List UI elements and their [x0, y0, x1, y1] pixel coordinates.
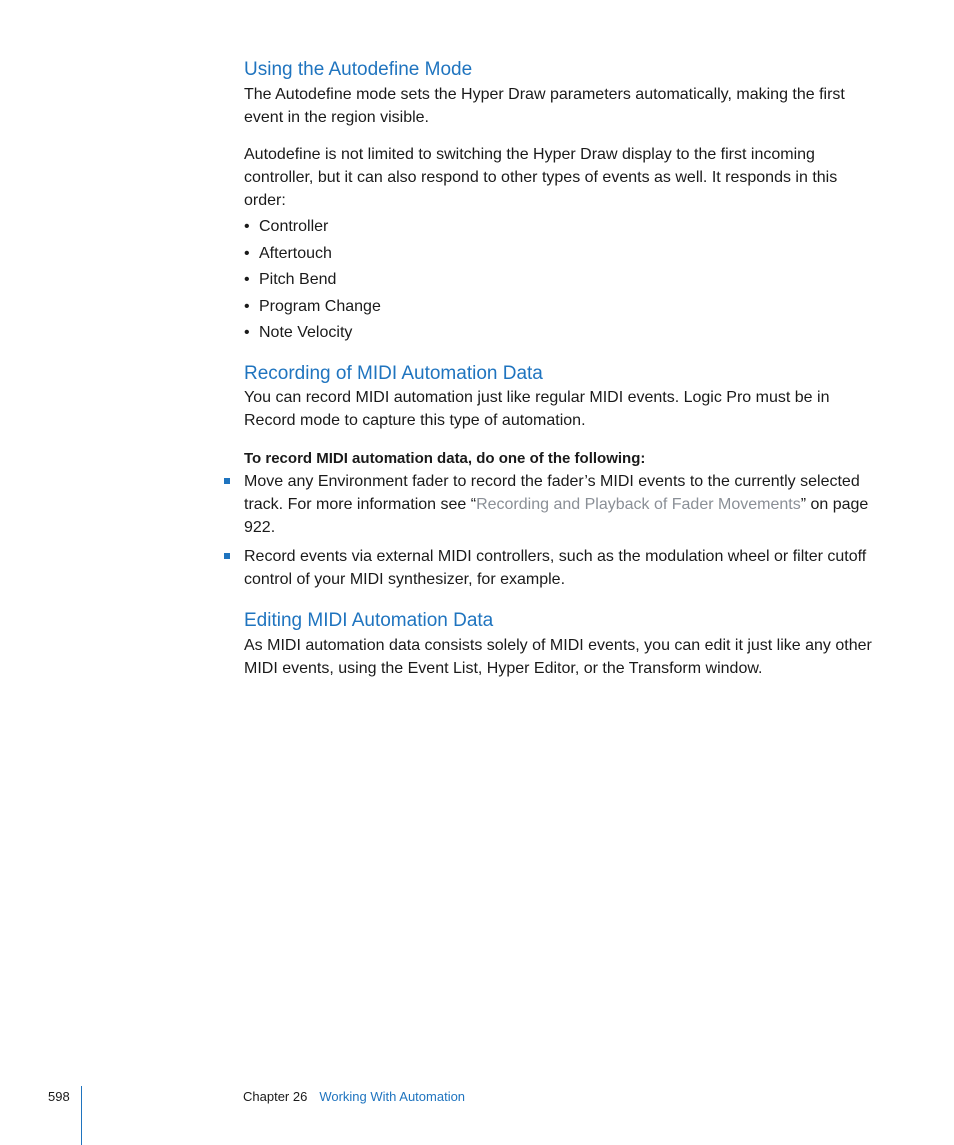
- heading-autodefine: Using the Autodefine Mode: [244, 59, 473, 80]
- chapter-title: Working With Automation: [319, 1089, 466, 1104]
- footer-divider: [81, 1086, 82, 1145]
- task-lead-in: To record MIDI automation data, do one of the following:: [244, 450, 646, 467]
- autodefine-paragraph-2: Autodefine is not limited to switching the Hyper Draw display to the first incoming controller, but it can also respond to other types of events as well. It responds in this order:: [244, 146, 838, 209]
- list-item: • Note Velocity: [244, 321, 352, 344]
- list-item: • Aftertouch: [244, 242, 332, 265]
- page-number: 598: [48, 1089, 70, 1104]
- list-item: • Pitch Bend: [244, 268, 336, 291]
- cross-reference-link[interactable]: Recording and Playback of Fader Movements: [476, 496, 801, 513]
- bullet-glyph: •: [244, 324, 250, 341]
- recording-step-1: Move any Environment fader to record the fader’s MIDI events to the currently selected track. For more information see “Recording and Playback of Fader Movements” on page 922.: [244, 473, 869, 536]
- footer-chapter: [243, 1088, 465, 1106]
- bullet-glyph: •: [244, 271, 250, 288]
- chapter-label: Chapter 26: [243, 1089, 308, 1104]
- editing-paragraph: As MIDI automation data consists solely of MIDI events, you can edit it just like any other MIDI events, using the Event List, Hyper Editor, or the Transform window.: [244, 637, 872, 677]
- autodefine-paragraph-1: The Autodefine mode sets the Hyper Draw parameters automatically, making the first event in the region visible.: [244, 86, 845, 126]
- list-item: • Controller: [244, 215, 328, 238]
- bullet-glyph: •: [244, 218, 250, 235]
- list-item: • Program Change: [244, 295, 381, 318]
- square-bullet-icon: [224, 553, 230, 559]
- heading-recording: Recording of MIDI Automation Data: [244, 363, 543, 384]
- recording-paragraph: You can record MIDI automation just like regular MIDI events. Logic Pro must be in Record mode to capture this type of automation.: [244, 389, 830, 429]
- bullet-glyph: •: [244, 298, 250, 315]
- heading-editing: Editing MIDI Automation Data: [244, 610, 494, 631]
- square-bullet-icon: [224, 478, 230, 484]
- recording-step-2: Record events via external MIDI controllers, such as the modulation wheel or filter cutoff control of your MIDI synthesizer, for example.: [244, 548, 867, 588]
- bullet-glyph: •: [244, 245, 250, 262]
